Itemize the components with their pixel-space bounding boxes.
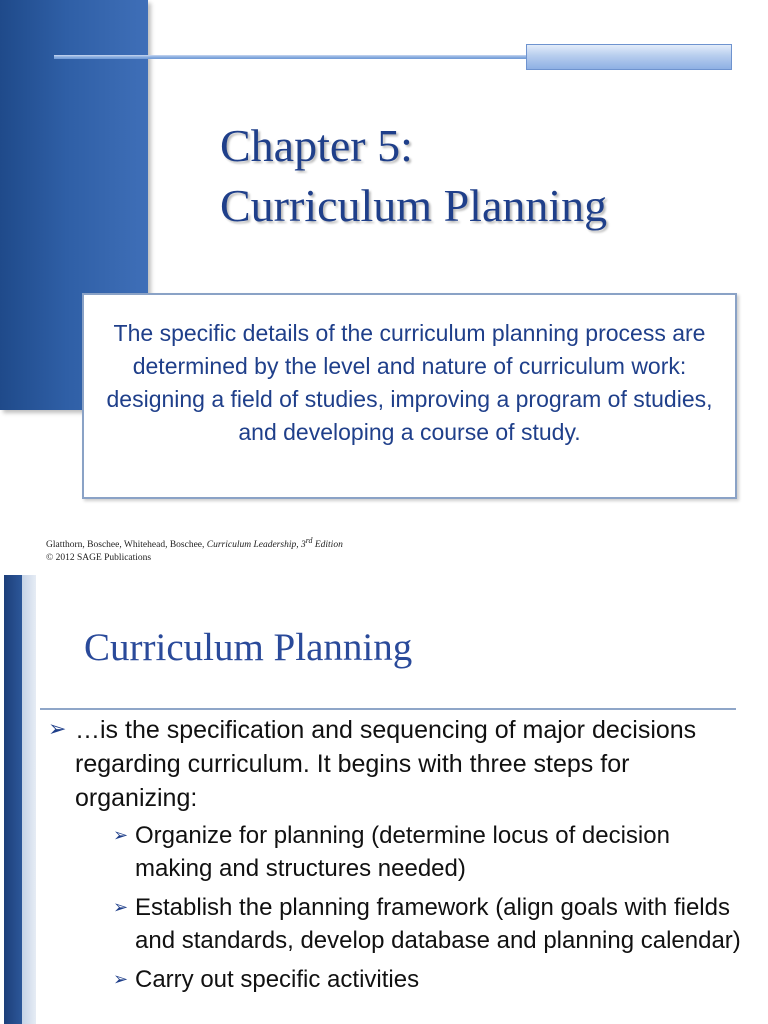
slide-1-summary-text: The specific details of the curriculum planning process are determined by the level and nature of curriculum work: designing a field of studies, improving a program of studies, and developing a course of study.: [106, 320, 713, 445]
arrow-bullet-icon: ➢: [48, 717, 67, 742]
slide-2-left-bar-dark: [4, 575, 22, 1024]
citation-copyright: © 2012 SAGE Publications: [46, 553, 152, 564]
citation-book-title-text: Curriculum Leadership, 3: [206, 540, 306, 551]
sub-bullet-text: Establish the planning framework (align goals with fields and standards, develop database and planning calendar): [135, 894, 741, 954]
arrow-bullet-icon: ➢: [113, 969, 129, 990]
slide-1-horizontal-rule: [54, 55, 532, 59]
slide-2-title: Curriculum Planning: [84, 626, 413, 669]
slide-1-title-line-1: Chapter 5:: [220, 120, 413, 171]
slide-1-summary-box: [82, 293, 737, 499]
sub-bullet-text: Organize for planning (determine locus of decision making and structures needed): [135, 822, 670, 882]
citation-edition-superscript: rd: [305, 536, 313, 545]
slide-2-left-bar-light: [22, 575, 36, 1024]
citation-authors: Glatthorn, Boschee, Whitehead, Boschee,: [46, 540, 207, 551]
slide-2-main-bullet: [48, 713, 748, 996]
citation-line-1: [46, 534, 343, 552]
main-bullet-text: …is the specification and sequencing of major decisions regarding curriculum. It begins with three steps for organizing:: [75, 716, 697, 812]
sub-bullet-item: [75, 819, 748, 885]
slide-1-citation: [46, 534, 343, 565]
slide-2-title-rule: [40, 708, 736, 710]
slide-1-accent-bar: [526, 44, 732, 70]
slide-1-title: [220, 116, 607, 236]
slide-2-sub-bullet-list: [75, 819, 748, 996]
slide-2-bullet-list: [48, 713, 748, 1002]
arrow-bullet-icon: ➢: [113, 825, 129, 846]
arrow-bullet-icon: ➢: [113, 897, 129, 918]
citation-book-title: [206, 536, 343, 551]
slide-1-title-line-2: Curriculum Planning: [220, 180, 608, 231]
citation-edition-word: Edition: [312, 540, 343, 551]
sub-bullet-item: [75, 963, 748, 996]
sub-bullet-item: [75, 891, 748, 957]
slide-2: [0, 575, 768, 1024]
sub-bullet-text: Carry out specific activities: [135, 966, 420, 993]
